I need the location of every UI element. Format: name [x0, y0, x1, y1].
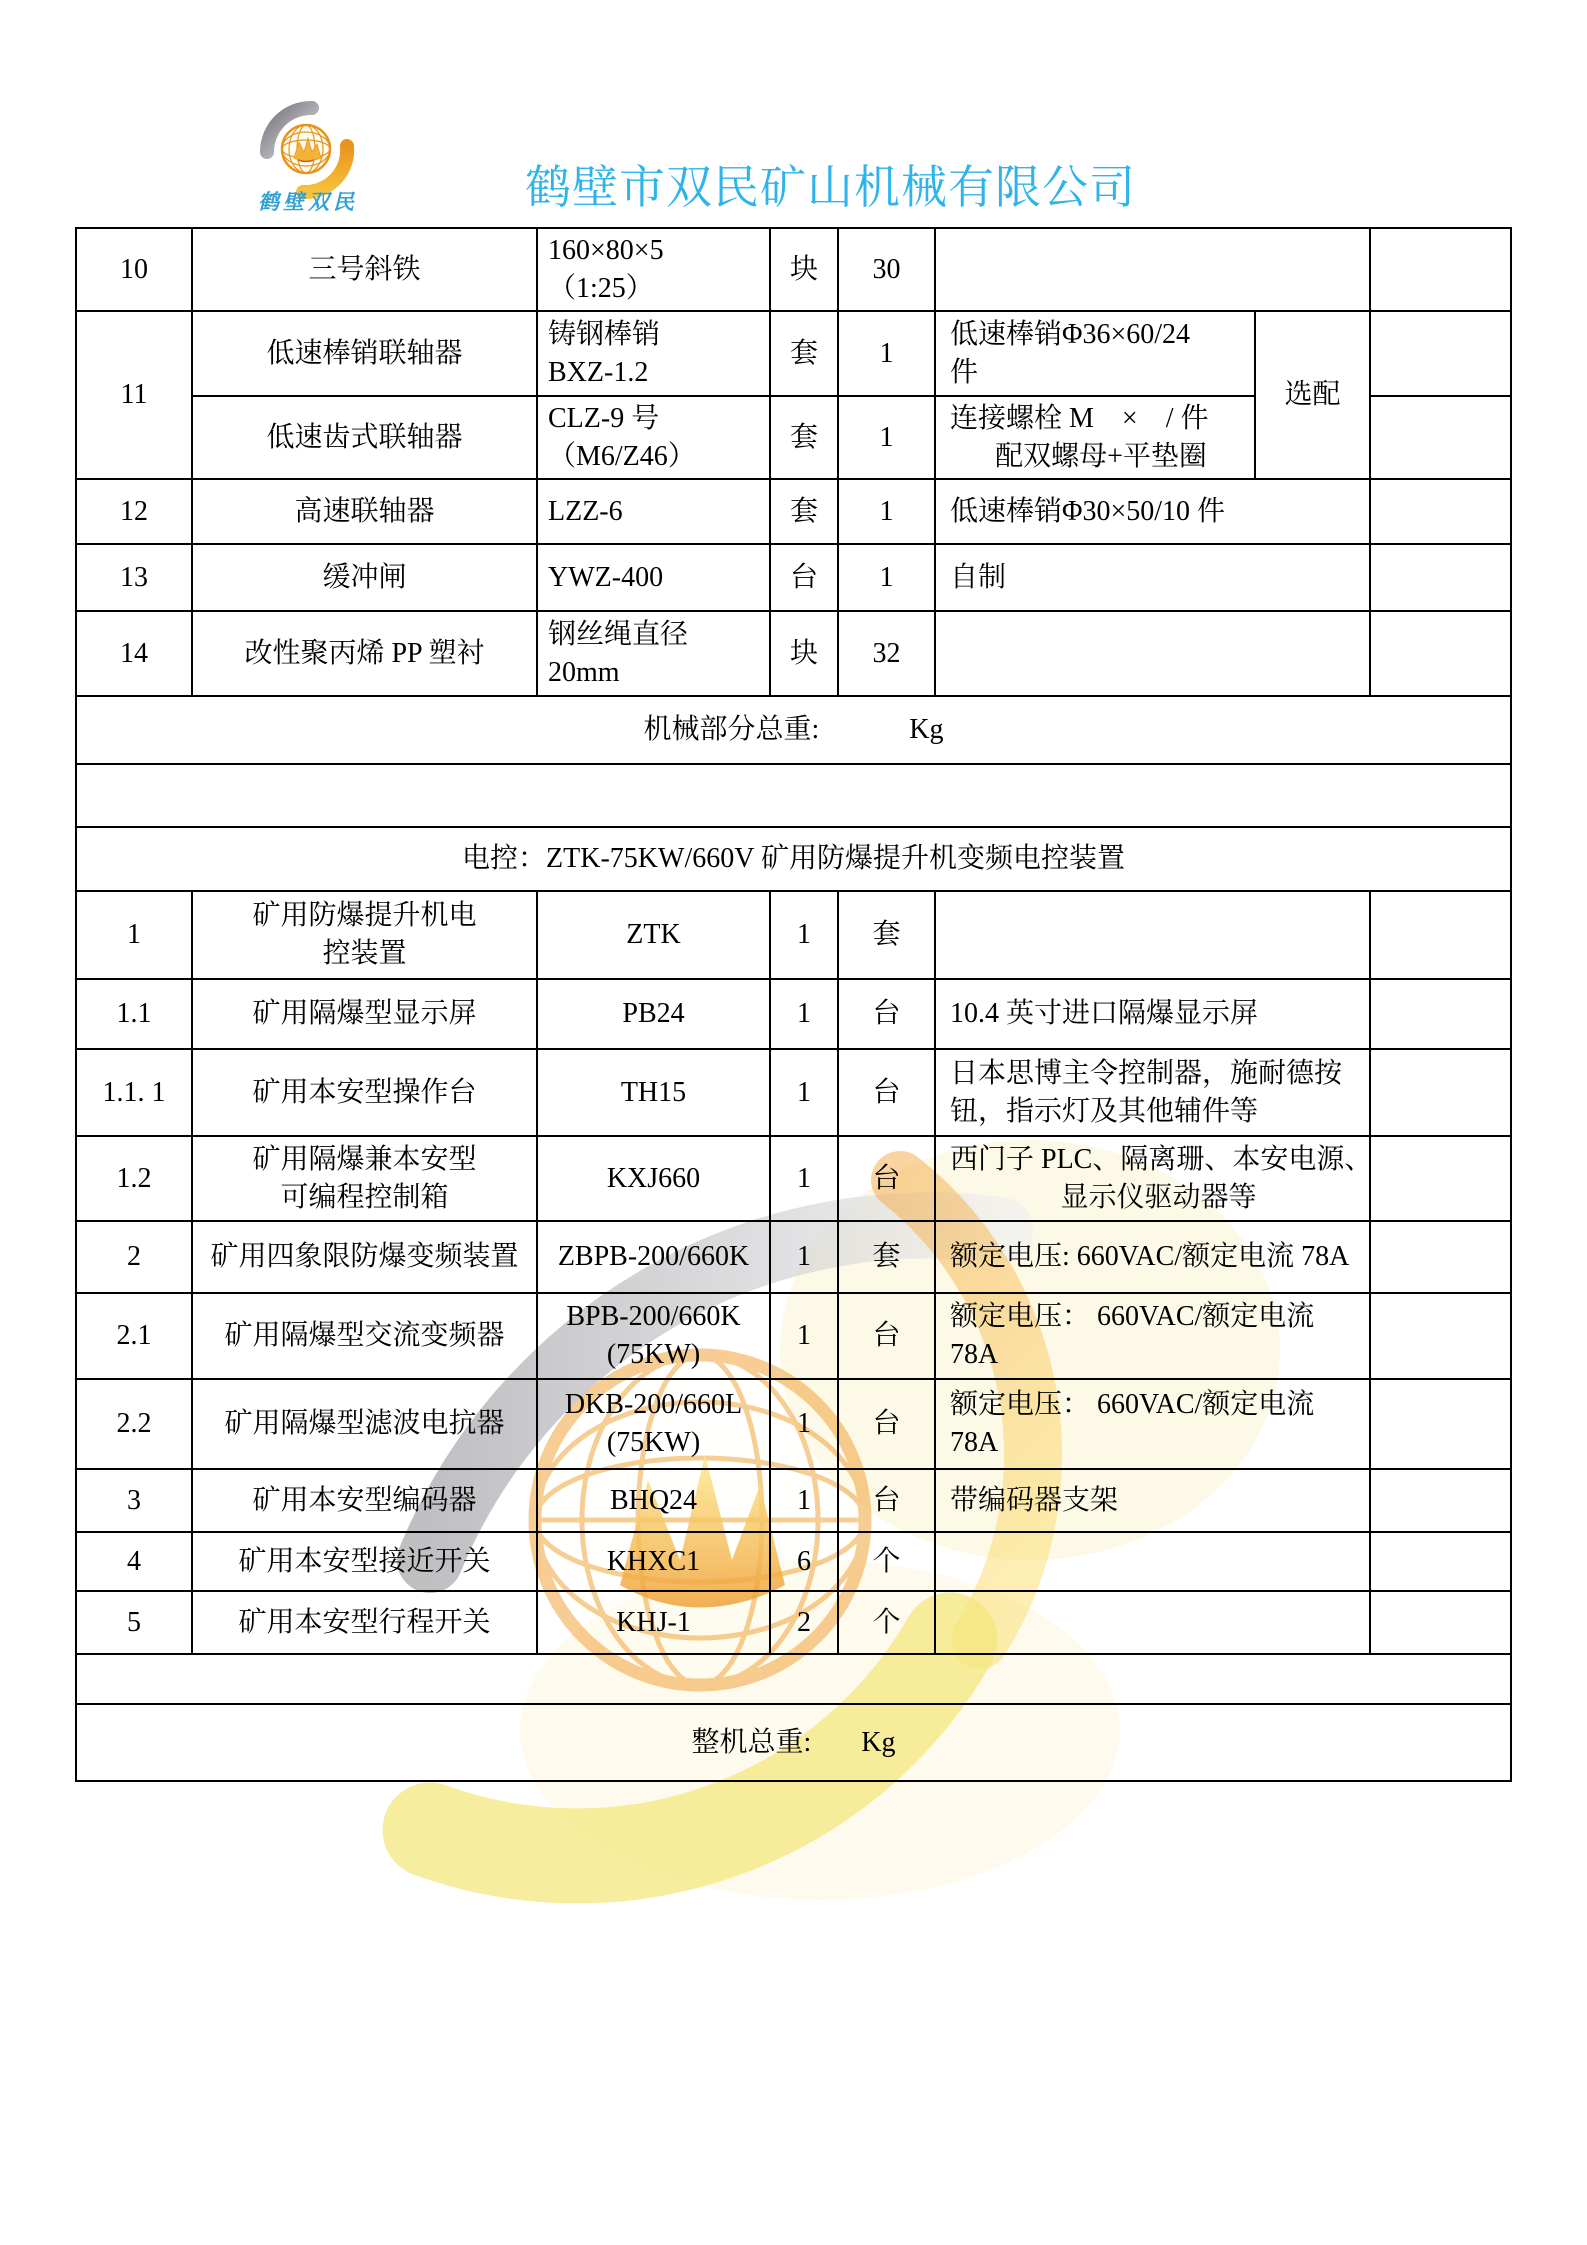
cell-unit: 台: [838, 1049, 935, 1136]
cell-qty: 1: [770, 1049, 838, 1136]
empty-cell: [76, 764, 1511, 827]
cell-remark: [935, 1532, 1370, 1591]
cell-unit: 套: [770, 479, 838, 544]
cell-remark: [935, 611, 1370, 696]
cell-unit: 套: [838, 891, 935, 979]
cell-line: 西门子 PLC、隔离珊、本安电源、: [950, 1143, 1373, 1175]
cell-unit: 块: [770, 611, 838, 696]
cell-name: 三号斜铁: [192, 228, 537, 311]
cell-qty: 1: [770, 979, 838, 1049]
cell-line: BPB-200/660K: [566, 1301, 741, 1332]
cell-no: 2.1: [76, 1293, 192, 1379]
cell-spec: [537, 1293, 770, 1379]
mech-total-unit: Kg: [909, 714, 944, 745]
cell-name: 改性聚丙烯 PP 塑衬: [192, 611, 537, 696]
cell-name: 缓冲闸: [192, 544, 537, 611]
cell-line: 矿用防爆提升机电: [252, 900, 477, 931]
row-e5: [76, 1591, 1511, 1654]
row-mech-total: [76, 696, 1511, 764]
cell-name: 矿用本安型编码器: [192, 1469, 537, 1532]
cell-option: 选配: [1255, 311, 1370, 479]
row-empty-1: [76, 764, 1511, 827]
grand-total-label: 整机总重:: [691, 1726, 812, 1758]
cell-line: 日本思博主令控制器，施耐德按: [950, 1057, 1343, 1089]
cell-remark: [935, 228, 1370, 311]
cell-remark: 额定电压: 660VAC/额定电流 78A: [935, 1221, 1370, 1293]
row-e3: [76, 1469, 1511, 1532]
cell-line: 控装置: [322, 938, 407, 969]
empty-cell: [76, 1654, 1511, 1704]
cell-name: 矿用四象限防爆变频装置: [192, 1221, 537, 1293]
cell-no: 4: [76, 1532, 192, 1591]
cell-line: 配双螺母+平垫圈: [995, 440, 1207, 472]
cell-unit: 个: [838, 1532, 935, 1591]
cell-unit: 套: [770, 396, 838, 479]
cell-remark: [935, 1049, 1370, 1136]
cell-spec: YWZ-400: [537, 544, 770, 611]
row-e4: [76, 1532, 1511, 1591]
cell-spec: [537, 228, 770, 311]
cell-qty: 1: [838, 544, 935, 611]
row-e2-1: [76, 1293, 1511, 1379]
cell-name: [192, 891, 537, 979]
cell-no: 10: [76, 228, 192, 311]
cell-line: BXZ-1.2: [548, 356, 649, 388]
cell-extra: [1370, 1379, 1511, 1469]
cell-name: [192, 1136, 537, 1221]
cell-spec: PB24: [537, 979, 770, 1049]
cell-line: 显示仪驱动器等: [1060, 1181, 1257, 1213]
cell-no: 11: [76, 311, 192, 479]
cell-spec: [537, 311, 770, 396]
cell-qty: 1: [770, 1293, 838, 1379]
logo-caption: 鹤壁双民: [258, 190, 358, 214]
cell-spec: BHQ24: [537, 1469, 770, 1532]
company-name-title: 鹤壁市双民矿山机械有限公司: [525, 162, 1136, 213]
cell-line: 钢丝绳直径: [548, 618, 689, 650]
cell-qty: 1: [770, 1136, 838, 1221]
mech-total-cell: [76, 696, 1511, 764]
cell-line: 低速棒销Φ36×60/24: [950, 318, 1191, 350]
mech-total-label: 机械部分总重:: [643, 714, 820, 745]
grand-total-unit: Kg: [861, 1726, 896, 1758]
cell-remark: [935, 1136, 1373, 1221]
cell-line: 160×80×5: [548, 234, 664, 266]
cell-extra: [1370, 1136, 1511, 1221]
cell-remark: [935, 891, 1370, 979]
cell-extra: [1370, 544, 1511, 611]
cell-line: （1:25）: [548, 272, 654, 304]
cell-line: 连接螺栓 M × / 件: [950, 402, 1209, 434]
cell-line: 可编程控制箱: [280, 1181, 449, 1213]
cell-name: 矿用隔爆型滤波电抗器: [192, 1379, 537, 1469]
cell-qty: 1: [770, 1221, 838, 1293]
row-e1-2: [76, 1136, 1511, 1221]
cell-qty: 2: [770, 1591, 838, 1654]
cell-no: 1: [76, 891, 192, 979]
grand-total-cell: [76, 1704, 1511, 1781]
row-elec-header: [76, 827, 1511, 891]
cell-spec: TH15: [537, 1049, 770, 1136]
cell-line: 铸钢棒销: [548, 318, 661, 350]
cell-unit: 块: [770, 228, 838, 311]
cell-spec: KHXC1: [537, 1532, 770, 1591]
cell-no: 1.1. 1: [76, 1049, 192, 1136]
row-e2: [76, 1221, 1511, 1293]
cell-remark: 额定电压： 660VAC/额定电流 78A: [935, 1293, 1370, 1379]
elec-section-header: 电控：ZTK-75KW/660V 矿用防爆提升机变频电控装置: [76, 827, 1511, 891]
cell-qty: 30: [838, 228, 935, 311]
cell-qty: 1: [770, 891, 838, 979]
row-e2-2: [76, 1379, 1511, 1469]
cell-qty: 6: [770, 1532, 838, 1591]
cell-spec: ZBPB-200/660K: [537, 1221, 770, 1293]
cell-line: (75KW): [606, 1339, 701, 1370]
cell-line: 件: [950, 356, 979, 388]
row-11a: [76, 311, 1511, 396]
spec-table: [75, 227, 1512, 1782]
cell-remark: [935, 311, 1255, 396]
cell-remark: 额定电压： 660VAC/额定电流 78A: [935, 1379, 1370, 1469]
cell-line: （M6/Z46）: [548, 440, 696, 472]
cell-spec: KHJ-1: [537, 1591, 770, 1654]
cell-extra: [1370, 1532, 1511, 1591]
cell-name: 高速联轴器: [192, 479, 537, 544]
cell-unit: 台: [838, 1293, 935, 1379]
row-e1-1: [76, 979, 1511, 1049]
cell-remark: 低速棒销Φ30×50/10 件: [935, 479, 1370, 544]
cell-no: 1.1: [76, 979, 192, 1049]
cell-no: 1.2: [76, 1136, 192, 1221]
cell-unit: 台: [838, 1136, 935, 1221]
company-logo-icon: [250, 100, 368, 200]
cell-extra: [1370, 891, 1511, 979]
row-13: [76, 544, 1511, 611]
row-10: [76, 228, 1511, 311]
cell-unit: 台: [838, 979, 935, 1049]
row-e1-1-1: [76, 1049, 1511, 1136]
cell-qty: 1: [838, 479, 935, 544]
cell-extra: [1370, 1591, 1511, 1654]
cell-qty: 1: [838, 396, 935, 479]
cell-spec: [537, 1379, 770, 1469]
cell-no: 2.2: [76, 1379, 192, 1469]
cell-unit: 台: [838, 1379, 935, 1469]
cell-no: 13: [76, 544, 192, 611]
cell-qty: 1: [838, 311, 935, 396]
cell-remark: 带编码器支架: [935, 1469, 1370, 1532]
cell-line: (75KW): [606, 1427, 701, 1458]
cell-spec: LZZ-6: [537, 479, 770, 544]
cell-name: 矿用本安型行程开关: [192, 1591, 537, 1654]
cell-name: 低速棒销联轴器: [192, 311, 537, 396]
cell-name: 矿用隔爆型显示屏: [192, 979, 537, 1049]
row-empty-2: [76, 1654, 1511, 1704]
row-12: [76, 479, 1511, 544]
cell-extra: [1370, 1049, 1511, 1136]
cell-extra: [1370, 479, 1511, 544]
row-grand-total: [76, 1704, 1511, 1781]
cell-no: 12: [76, 479, 192, 544]
cell-extra: [1370, 611, 1511, 696]
cell-extra: [1370, 1293, 1511, 1379]
cell-extra: [1370, 228, 1511, 311]
cell-spec: ZTK: [537, 891, 770, 979]
cell-unit: 个: [838, 1591, 935, 1654]
cell-name: 矿用本安型操作台: [192, 1049, 537, 1136]
cell-remark: 自制: [935, 544, 1370, 611]
cell-qty: 32: [838, 611, 935, 696]
cell-remark: 10.4 英寸进口隔爆显示屏: [935, 979, 1370, 1049]
cell-spec: [537, 396, 770, 479]
cell-no: 2: [76, 1221, 192, 1293]
cell-qty: 1: [770, 1379, 838, 1469]
cell-unit: 套: [770, 311, 838, 396]
cell-extra: [1370, 1221, 1511, 1293]
row-e1: [76, 891, 1511, 979]
cell-line: DKB-200/660L: [564, 1389, 743, 1420]
cell-line: 钮，指示灯及其他辅件等: [950, 1095, 1259, 1127]
cell-remark: [935, 1591, 1370, 1654]
cell-name: 低速齿式联轴器: [192, 396, 537, 479]
cell-spec: [537, 611, 770, 696]
cell-no: 5: [76, 1591, 192, 1654]
cell-no: 14: [76, 611, 192, 696]
cell-unit: 套: [838, 1221, 935, 1293]
cell-spec: KXJ660: [537, 1136, 770, 1221]
cell-name: 矿用隔爆型交流变频器: [192, 1293, 537, 1379]
cell-line: 矿用隔爆兼本安型: [252, 1143, 477, 1175]
cell-line: 20mm: [548, 656, 620, 688]
cell-name: 矿用本安型接近开关: [192, 1532, 537, 1591]
cell-no: 3: [76, 1469, 192, 1532]
cell-line: CLZ-9 号: [548, 402, 660, 434]
cell-extra: [1370, 979, 1511, 1049]
cell-extra: [1370, 311, 1511, 396]
cell-unit: 台: [838, 1469, 935, 1532]
cell-unit: 台: [770, 544, 838, 611]
row-14: [76, 611, 1511, 696]
cell-extra: [1370, 396, 1511, 479]
cell-extra: [1370, 1469, 1511, 1532]
cell-remark: [935, 396, 1255, 479]
cell-qty: 1: [770, 1469, 838, 1532]
